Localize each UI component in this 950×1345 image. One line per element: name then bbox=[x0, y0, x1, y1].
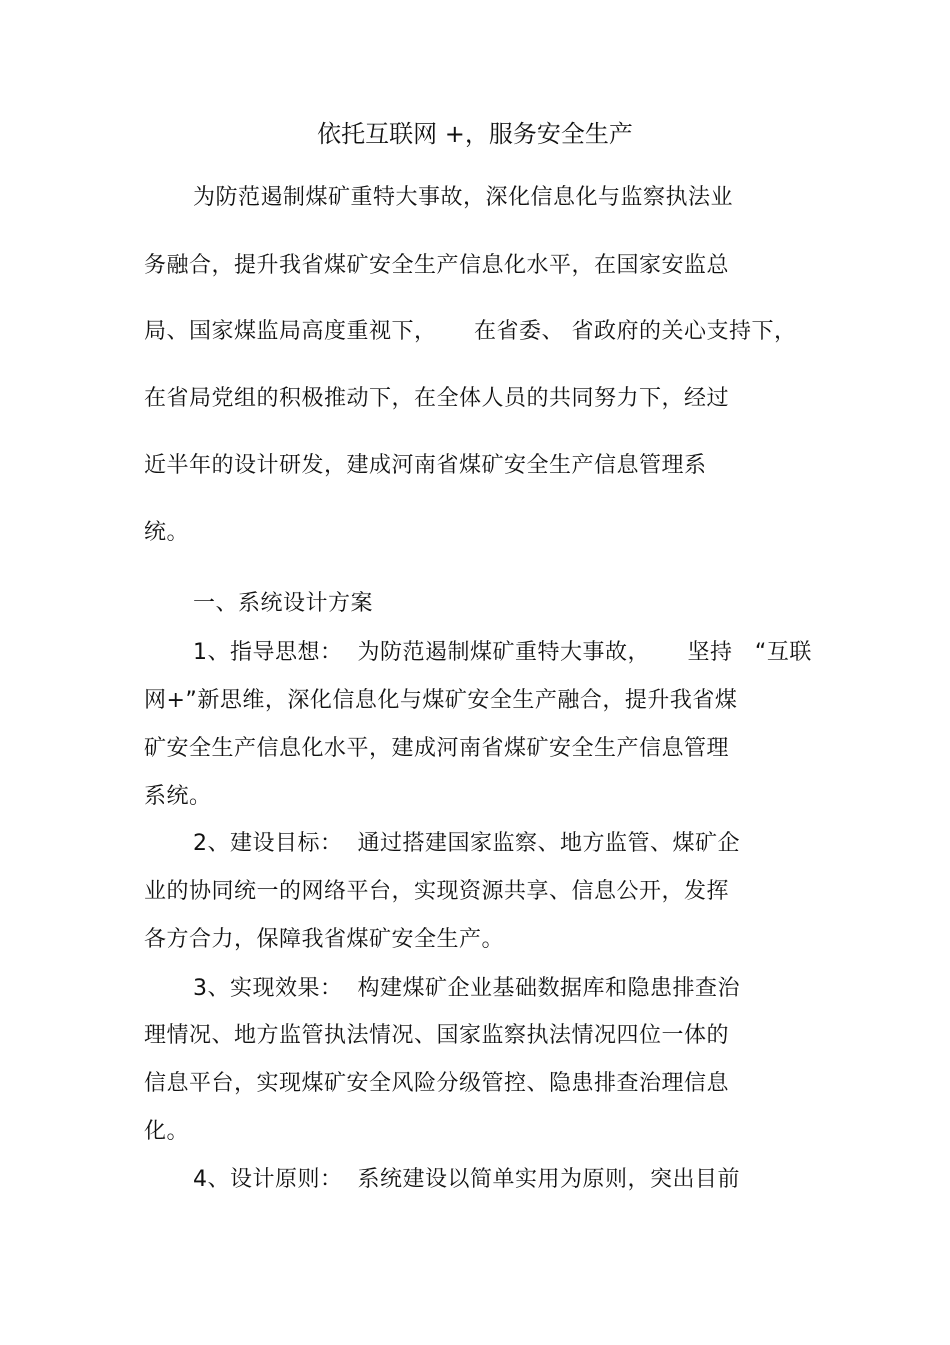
item-line: 各方合力，保障我省煤矿安全生产。 bbox=[144, 927, 505, 952]
document-title: 依托互联网 +，服务安全生产 bbox=[317, 120, 633, 148]
item-line: 3、实现效果： 构建煤矿企业基础数据库和隐患排查治 bbox=[193, 976, 740, 1001]
item-line: 4、设计原则： 系统建设以简单实用为原则，突出目前 bbox=[193, 1167, 740, 1192]
item-line: 信息平台，实现煤矿安全风险分级管控、隐患排查治理信息 bbox=[144, 1071, 730, 1096]
item-line: 系统。 bbox=[144, 784, 212, 809]
intro-line: 局、国家煤监局高度重视下， 在省委、 省政府的关心支持下， bbox=[144, 319, 797, 344]
item-line: 矿安全生产信息化水平，建成河南省煤矿安全生产信息管理 bbox=[144, 736, 730, 761]
intro-line: 务融合，提升我省煤矿安全生产信息化水平，在国家安监总 bbox=[144, 253, 730, 278]
intro-line: 在省局党组的积极推动下，在全体人员的共同努力下，经过 bbox=[144, 386, 730, 411]
item-line: 1、指导思想： 为防范遏制煤矿重特大事故， 坚持 “互联 bbox=[193, 640, 812, 665]
item-line: 2、建设目标： 通过搭建国家监察、地方监管、煤矿企 bbox=[193, 831, 740, 856]
item-line: 化。 bbox=[144, 1119, 190, 1144]
item-line: 业的协同统一的网络平台，实现资源共享、信息公开，发挥 bbox=[144, 879, 730, 904]
item-line: 理情况、地方监管执法情况、国家监察执法情况四位一体的 bbox=[144, 1023, 730, 1048]
intro-line: 近半年的设计研发，建成河南省煤矿安全生产信息管理系 bbox=[144, 453, 707, 478]
section-heading: 一、系统设计方案 bbox=[193, 591, 374, 616]
intro-line: 为防范遏制煤矿重特大事故，深化信息化与监察执法业 bbox=[193, 185, 734, 210]
item-line: 网+”新思维，深化信息化与煤矿安全生产融合，提升我省煤 bbox=[144, 688, 738, 713]
intro-line: 统。 bbox=[144, 520, 190, 545]
